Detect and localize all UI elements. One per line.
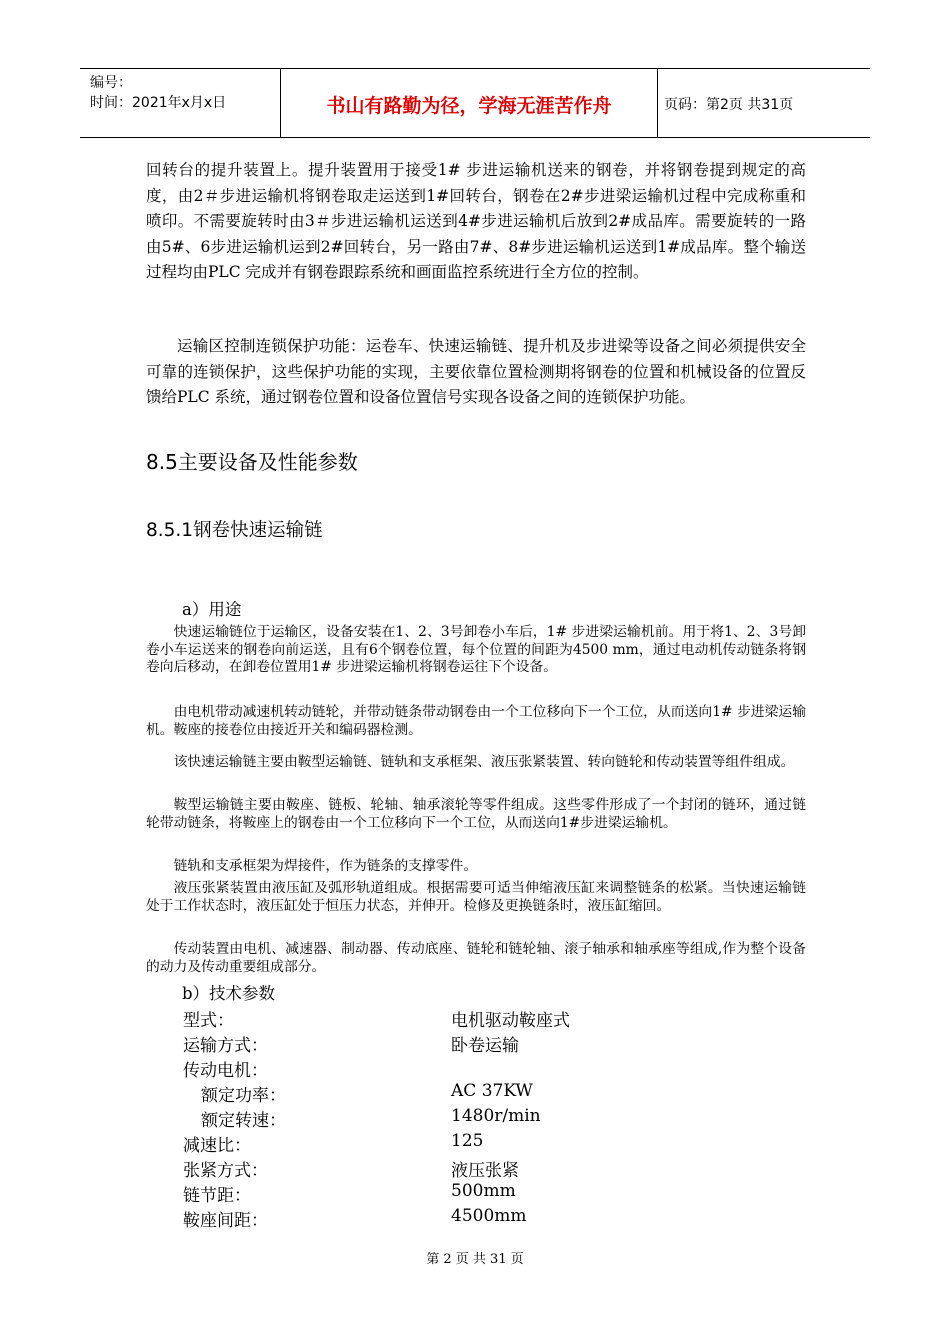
- header-divider: [657, 69, 658, 137]
- spec-label: 额定功率：: [201, 1086, 286, 1106]
- spec-label: 减速比：: [183, 1136, 251, 1156]
- spec-label: 运输方式：: [183, 1036, 268, 1056]
- spec-label: 额定转速：: [201, 1111, 286, 1131]
- subsection-title: 8.5.1钢卷快速运输链: [146, 520, 323, 541]
- header-meta: [90, 73, 226, 113]
- spec-row: [183, 1206, 783, 1231]
- purpose-paragraph: 鞍型运输链主要由鞍座、链板、轮轴、轴承滚轮等零件组成。这些零件形成了一个封闭的链环，通过链轮带动链条，将鞍座上的钢卷由一个工位移向下一个工位，从而送向1#步进梁运输机。: [146, 797, 806, 831]
- section-title: 8.5主要设备及性能参数: [146, 450, 358, 474]
- purpose-title: a）用途: [182, 600, 242, 619]
- page-footer: 第 2 页 共 31 页: [426, 1252, 524, 1267]
- tech-params-title: b）技术参数: [182, 984, 276, 1003]
- purpose-paragraph: 由电机带动减速机转动链轮，并带动链条带动钢卷由一个工位移向下一个工位，从而送向1# 步进梁运输机。鞍座的接卷位由接近开关和编码器检测。: [146, 704, 806, 738]
- body-paragraph-2: 运输区控制连锁保护功能：运卷车、快速运输链、提升机及步进梁等设备之间必须提供安全可靠的连锁保护，这些保护功能的实现，主要依靠位置检测期将钢卷的位置和机械设备的位置反馈给PLC 系统，通过钢卷位置和设备位置信号实现各设备之间的连锁保护功能。: [146, 337, 806, 407]
- purpose-paragraph: 链轨和支承框架为焊接件，作为链条的支撑零件。: [173, 858, 478, 874]
- spec-value: 125: [451, 1131, 484, 1151]
- spec-row: [183, 1181, 783, 1206]
- spec-label: 张紧方式：: [183, 1161, 268, 1181]
- spec-value: AC 37KW: [451, 1081, 533, 1101]
- spec-value: 卧卷运输: [451, 1036, 519, 1056]
- time-label: 时间：2021年x月x日: [90, 95, 227, 111]
- spec-row: [183, 1031, 783, 1056]
- spec-value: 电机驱动鞍座式: [451, 1011, 570, 1031]
- spec-row: [183, 1081, 783, 1106]
- spec-label: 鞍座间距：: [183, 1211, 268, 1231]
- purpose-paragraph: 液压张紧装置由液压缸及弧形轨道组成。根据需要可适当伸缩液压缸来调整链条的松紧。当快速运输链处于工作状态时，液压缸处于恒压力状态，并伸开。检修及更换链条时，液压缸缩回。: [146, 880, 806, 914]
- spec-value: 4500mm: [451, 1206, 527, 1226]
- purpose-paragraph: 传动装置由电机、减速器、制动器、传动底座、链轮和链轮轴、滚子轴承和轴承座等组成,作为整个设备的动力及传动重要组成部分。: [146, 941, 806, 975]
- header-motto: 书山有路勤为径，学海无涯苦作舟: [326, 95, 612, 117]
- body-paragraph-1: 回转台的提升装置上。提升装置用于接受1# 步进运输机送来的钢卷，并将钢卷提到规定的高度，由2＃步进运输机将钢卷取走运送到1#回转台，钢卷在2#步进梁运输机过程中完成称重和喷印。不需要旋转时由3＃步进运输机运送到4#步进运输机后放到2#成品库。需要旋转的一路由5#、6步进运输机运到2#回转台，另一路由7#、8#步进运输机运送到1#成品库。整个输送过程均由PLC 完成并有钢卷跟踪系统和画面监控系统进行全方位的控制。: [146, 161, 806, 282]
- spec-value: 液压张紧: [451, 1161, 519, 1181]
- spec-row: [183, 1131, 783, 1156]
- number-label: 编号：: [90, 75, 132, 91]
- spec-label: 传动电机：: [183, 1061, 268, 1081]
- page-header: [80, 68, 870, 138]
- spec-value: 1480r/min: [451, 1106, 541, 1126]
- spec-label: 型式：: [183, 1011, 234, 1031]
- spec-row: [183, 1056, 783, 1081]
- purpose-paragraph: 快速运输链位于运输区，设备安装在1、2、3号卸卷小车后，1# 步进梁运输机前。用于将1、2、3号卸卷小车运送来的钢卷向前运送，且有6个钢卷位置，每个位置的间距为4500 mm，通过电动机传动链条将钢卷向后移动，在卸卷位置用1# 步进梁运输机将钢卷运往下个设备。: [146, 624, 806, 675]
- spec-value: 500mm: [451, 1181, 516, 1201]
- spec-row: [183, 1156, 783, 1181]
- header-page-label: 页码：第2页 共31页: [664, 97, 794, 113]
- spec-label: 链节距：: [183, 1186, 251, 1206]
- purpose-paragraph: 该快速运输链主要由鞍型运输链、链轨和支承框架、液压张紧装置、转向链轮和传动装置等组件组成。: [173, 754, 795, 770]
- spec-row: [183, 1106, 783, 1131]
- spec-row: [183, 1006, 783, 1031]
